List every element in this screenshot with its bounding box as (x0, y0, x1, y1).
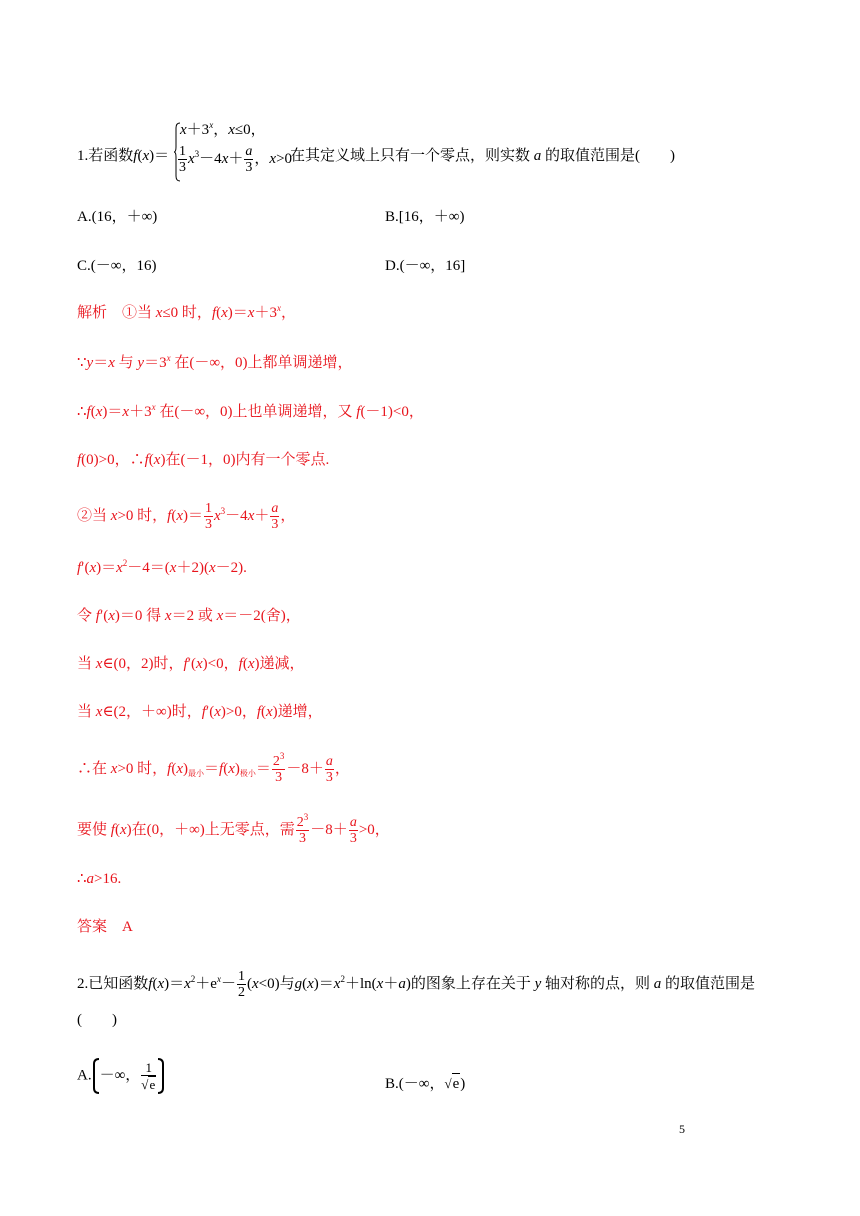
answer-label: 答案 (77, 919, 108, 935)
solution-line-9: 当 x∈(2，＋∞)时，f′(x)>0，f(x)递增， (77, 704, 323, 720)
q1-option-b[interactable]: B.[16，＋∞) (385, 209, 465, 225)
q2-blank: ( ) (77, 1012, 117, 1028)
q2-option-a[interactable]: A. －∞， $\frac{1}{√e}$ (77, 1058, 165, 1094)
answer-value: A (122, 919, 133, 935)
q2-option-b[interactable]: B.(－∞，√e) (385, 1073, 465, 1094)
solution-line-6: $f'(x)=x^2-4=(x+2)(x-2)$. (77, 558, 247, 576)
solution-line-11: 要使 f(x)在(0，＋∞)上无零点，需 $\frac{2^3}{3}$ －8＋ $\frac{a}{3}$ >0， (77, 812, 390, 846)
solution-line-10: ∴在 x>0 时，$f(x)_{最小}=f(x)_{极小}=$ $\frac{2^3}{3}$ －8＋ $\frac{a}{3}$ ， (77, 751, 350, 785)
left-bracket-icon (92, 1058, 100, 1094)
right-bracket-icon (157, 1058, 165, 1094)
q1-option-d[interactable]: D.(－∞，16] (385, 258, 466, 274)
q1-option-c[interactable]: C.(－∞，16) (77, 258, 157, 274)
piecewise-case-2: $\frac{1}{3}$ $x^3-4x+$ $\frac{a}{3}$ ，x>0 (179, 144, 293, 175)
solution-line-3: $\therefore f(x)=x+3^x$ 在(－∞，0)上也单调递增，又 f(－1)<0， (77, 402, 424, 420)
solution-label: 解析 (77, 305, 108, 321)
solution-line-4: f(0)>0，∴f(x)在(－1，0)内有一个零点. (77, 452, 330, 468)
solution-line-8: 当 x∈(0，2)时，f′(x)<0，f(x)递减， (77, 656, 305, 672)
q1-stem: 1.若函数f(x)＝ (77, 148, 170, 164)
q1-stem-prefix: 若函数 (88, 148, 134, 164)
piecewise-case-1: $x+3^x$，x≤0， (180, 120, 266, 138)
solution-line-1: 解析 ①当 x≤0 时，$f(x)=x+3^x$， (77, 303, 296, 321)
solution-line-2: ∵y＝x 与 $y=3^x$ 在(－∞，0)上都单调递增， (77, 353, 353, 371)
q2-stem: 2.已知函数$f(x)=x^2+e^x-$ $\frac{1}{2}$ (x<0)与$g(x)=x^2+\ln(x+a)$的图象上存在关于 y 轴对称的点，则 a 的取值范围是 (77, 969, 756, 1000)
solution-line-5: ②当 x>0 时，f(x)＝ $\frac{1}{3}$ $x^3-4x+$ $\frac{a}{3}$ ， (77, 501, 296, 532)
solution-line-12: ∴a>16. (77, 871, 122, 887)
solution-line-7: 令 f′(x)＝0 得 x＝2 或 x＝－2(舍)， (77, 608, 301, 624)
q1-number: 1. (77, 148, 89, 164)
q1-stem-suffix: 在其定义域上只有一个零点，则实数 a 的取值范围是( ) (290, 148, 676, 164)
page-number: 5 (679, 1122, 685, 1136)
q1-option-a[interactable]: A.(16，＋∞) (77, 209, 158, 225)
answer-line (77, 917, 133, 937)
